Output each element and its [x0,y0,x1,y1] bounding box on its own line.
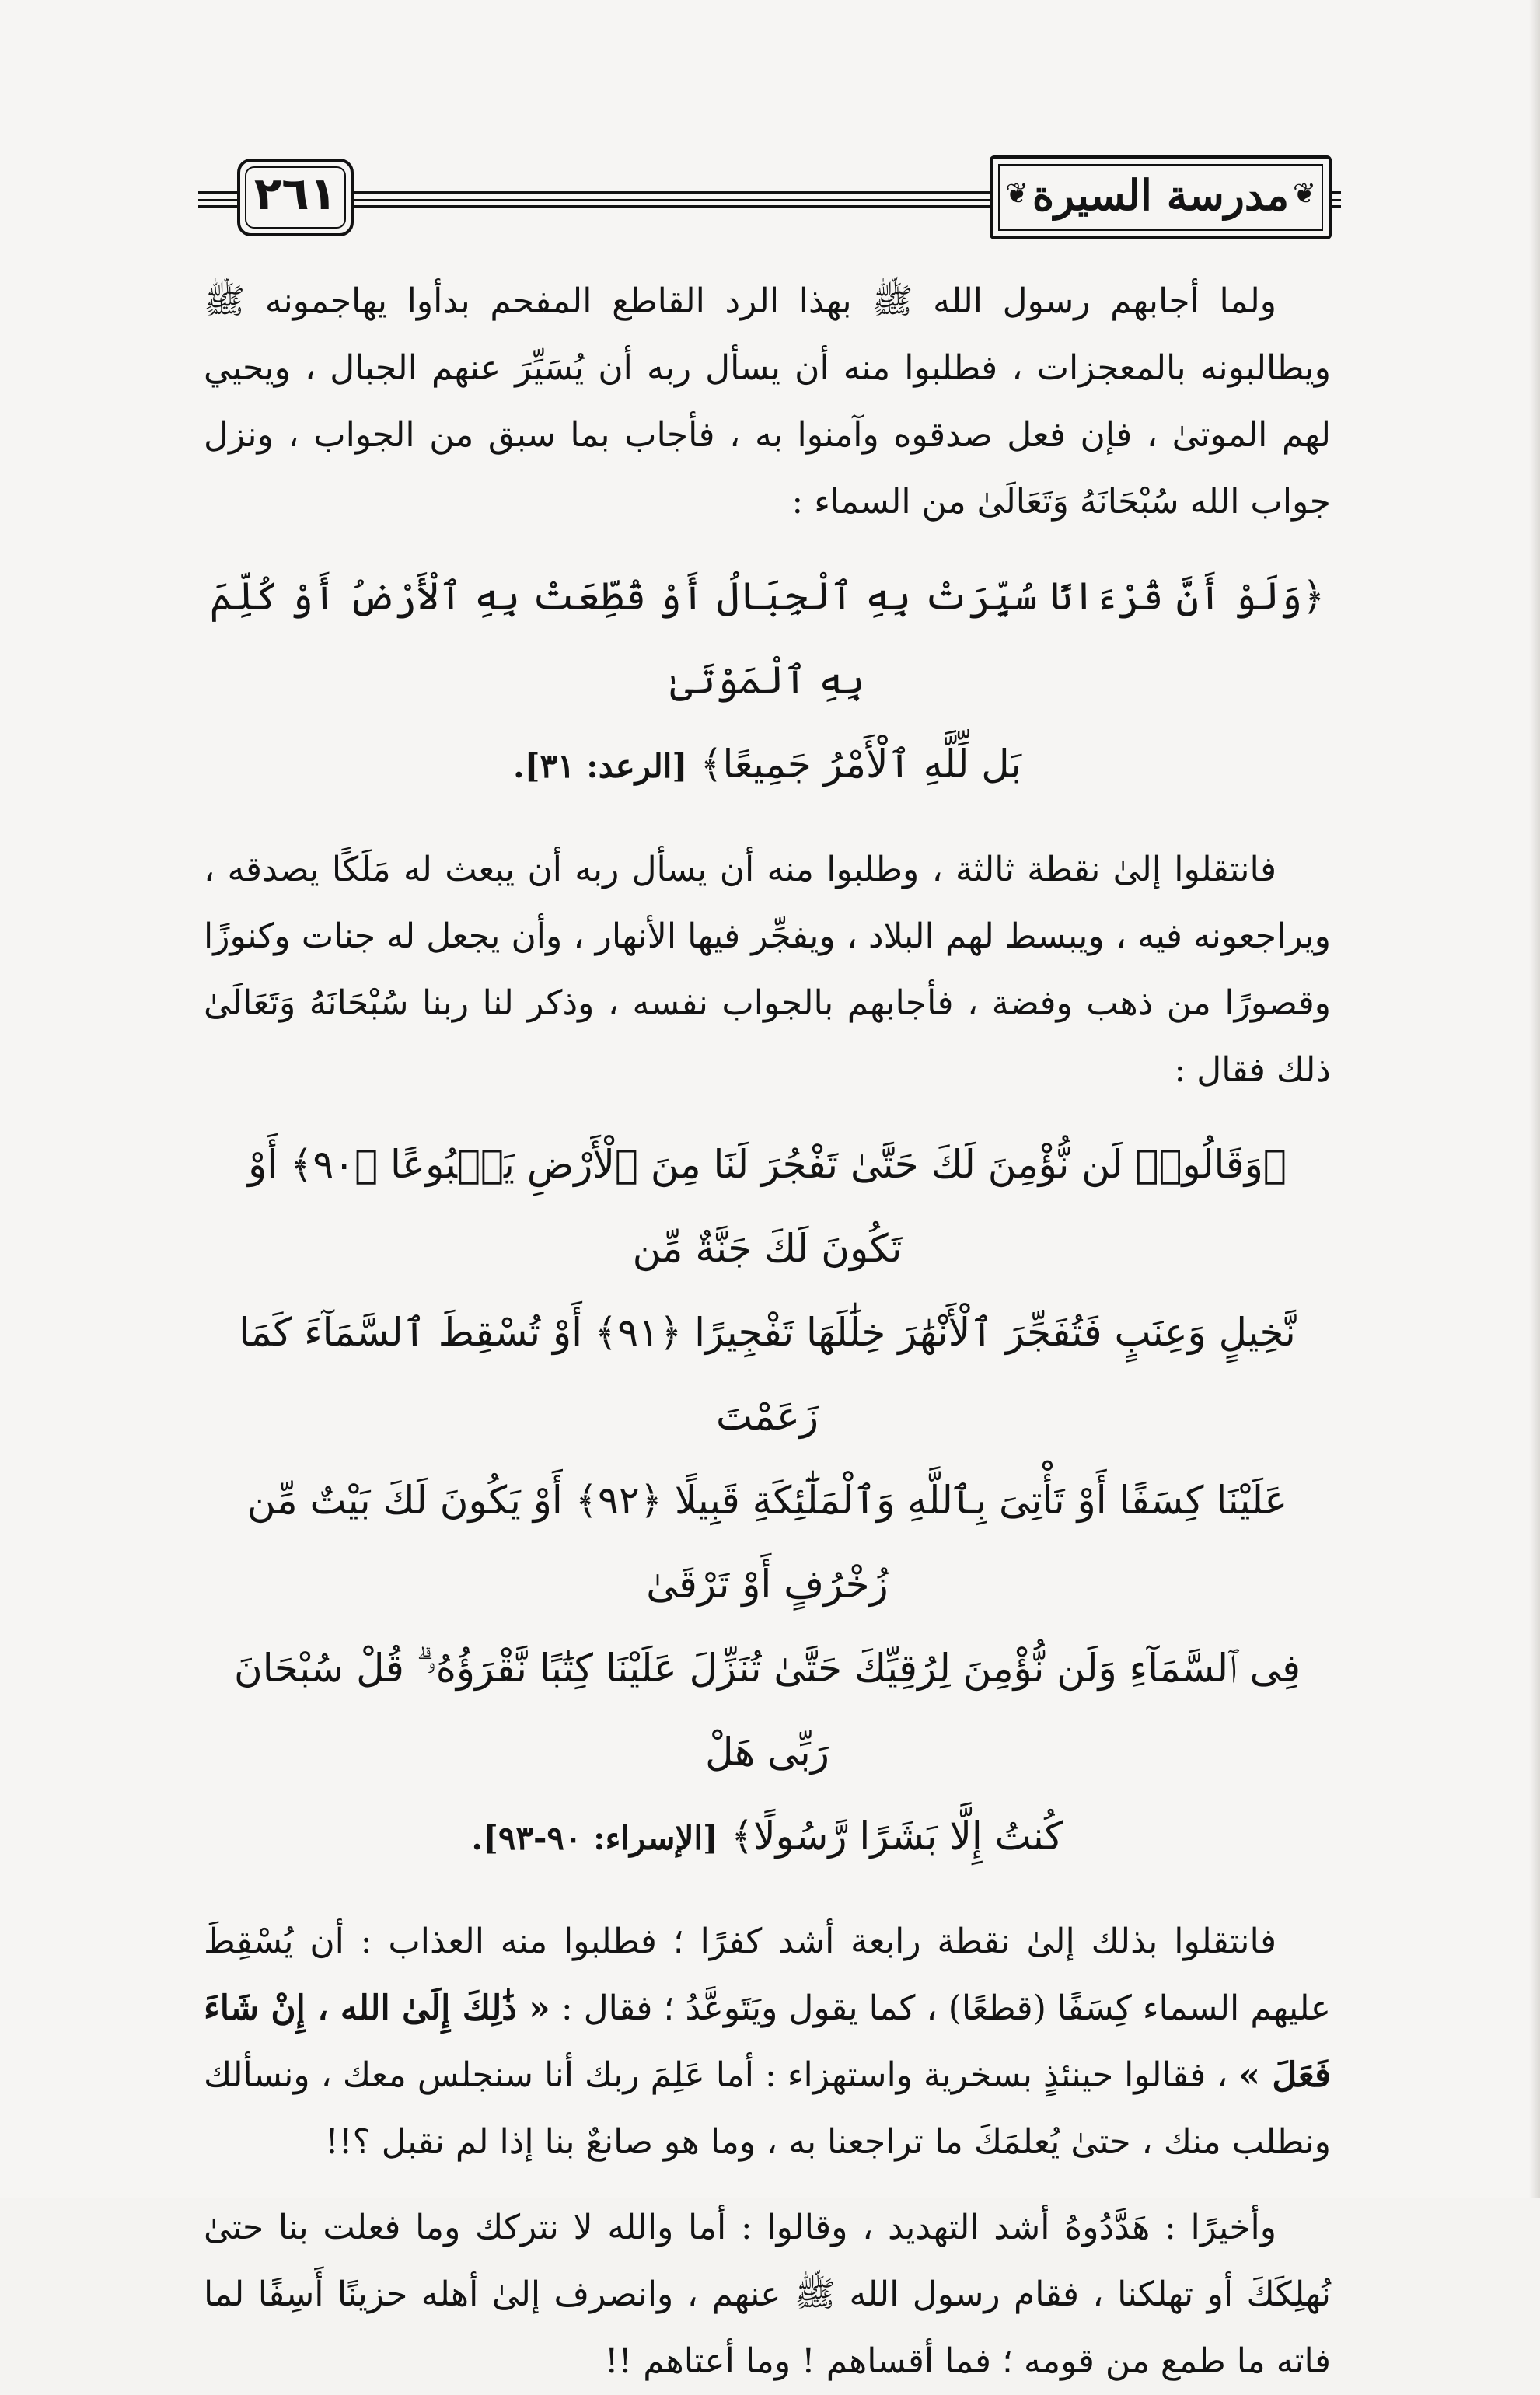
paragraph-1: ولما أجابهم رسول الله ﷺ بهذا الرد القاطع المفحم بدأوا يهاجمونه ﷺ ويطالبونه بالمعجزات ، فطلبوا منه أن يسأل ربه أن يُسَيِّرَ عنهم الجبال ، ويحيي لهم الموتىٰ ، فإن فعل صدقوه وآمنوا به ، فأجاب بما سبق من الجواب ، ونزل جواب الله سُبْحَانَهُ وَتَعَالَىٰ من السماء : [204,281,1331,522]
quran-verse-isra-line-4: فِى ٱلسَّمَآءِ وَلَن نُّؤْمِنَ لِرُقِيِّكَ حَتَّىٰ تُنَزِّلَ عَلَيْنَا كِتَٰبًا نَّقْرَؤُهُۥ ۗ قُلْ سُبْحَانَ رَبِّى هَلْ [233,1646,1301,1775]
paragraph-4: وأخيرًا : هَدَّدُوهُ أشد التهديد ، وقالوا : أما والله لا نتركك وما فعلت بنا حتىٰ نُهلِكَكَ أو تهلكنا ، فقام رسول الله ﷺ عنهم ، وانصرف إلىٰ أهله حزينًا أَسِفًا لما فاته ما طمع من قومه ؛ فما أقساهم ! وما أعتاهم !! [204,2208,1331,2381]
hadith-quote: « ذَٰلِكَ إِلَىٰ الله ، إِنْ شَاءَ فَعَلَ » [204,1988,1331,2095]
page-edge [1529,0,1540,2198]
quran-verse-isra-line-1: ﴿وَقَالُوا۟ لَن نُّؤْمِنَ لَكَ حَتَّىٰ تَفْجُرَ لَنَا مِنَ ٱلْأَرْضِ يَنۢبُوعًا ﴿٩٠﴾ أَوْ تَكُونَ لَكَ جَنَّةٌ مِّن [248,1142,1287,1271]
running-title: مدرسة السيرة [1032,170,1290,220]
quran-verse-raad-line-1: ﴿وَلَوْ أَنَّ قُرْءَانًا سُيِّرَتْ بِهِ ٱلْجِبَالُ أَوْ قُطِّعَتْ بِهِ ٱلْأَرْضُ أَوْ كُلِّمَ بِهِ ٱلْمَوْتَىٰ [209,574,1325,703]
quran-verse-raad-line-2 [204,722,1331,808]
verse-reference-isra: [الإسراء: ٩٠-٩٣]. [471,1819,718,1857]
ornament-left-icon: ❦ [1005,178,1029,210]
paragraph-2: فانتقلوا إلىٰ نقطة ثالثة ، وطلبوا منه أن يسأل ربه أن يبعث له مَلَكًا يصدقه ، ويراجعونه فيه ، ويبسط لهم البلاد ، ويفجِّر فيها الأنهار ، وأن يجعل له جنات وكنوزًا وقصورًا من ذهب وفضة ، فأجابهم بالجواب نفسه ، وذكر لنا ربنا سُبْحَانَهُ وَتَعَالَىٰ ذلك فقال : [204,850,1331,1090]
quran-verse-raad-text: بَل لِّلَّهِ ٱلْأَمْرُ جَمِيعًا﴾ [700,742,1022,787]
quran-verse-isra-line-3: عَلَيْنَا كِسَفًا أَوْ تَأْتِىَ بِٱللَّهِ وَٱلْمَلَٰٓئِكَةِ قَبِيلًا ﴿٩٢﴾ أَوْ يَكُونَ لَكَ بَيْتٌ مِّن زُخْرُفٍ أَوْ تَرْقَىٰ [246,1478,1288,1607]
page-number: ٢٦١ [253,167,337,220]
page-body [204,268,1331,2395]
paragraph-3-part-a: فانتقلوا بذلك إلىٰ نقطة رابعة أشد كفرًا ؛ فطلبوا منه العذاب : أن يُسْقِطَ عليهم السماء كِسَفًا (قطعًا) ، كما يقول ويَتَوعَّدُ ؛ فقال : [204,1922,1331,2028]
page-number-frame [237,159,354,236]
paragraph-3 [204,1908,1331,2176]
quran-verse-isra-text: كُنتُ إِلَّا بَشَرًا رَّسُولًا﴾ [730,1814,1063,1859]
running-title-frame [990,155,1332,239]
verse-reference-raad: [الرعد: ٣١]. [512,747,688,785]
paragraph-3-part-b: ، فقالوا حينئذٍ بسخرية واستهزاء : أما عَلِمَ ربك أنا سنجلس معك ، ونسألك ونطلب منك ، حتىٰ يُعلمَكَ ما تراجعنا به ، وما هو صانعٌ بنا إذا لم نقبل ؟!! [204,2055,1331,2162]
page-header [198,155,1341,241]
ornament-right-icon: ❦ [1292,178,1316,210]
quran-verse-isra-line-2: نَّخِيلٍ وَعِنَبٍ فَتُفَجِّرَ ٱلْأَنْهَٰرَ خِلَٰلَهَا تَفْجِيرًا ﴿٩١﴾ أَوْ تُسْقِطَ ٱلسَّمَآءَ كَمَا زَعَمْتَ [239,1310,1296,1439]
quran-verse-isra-line-5 [204,1794,1331,1880]
